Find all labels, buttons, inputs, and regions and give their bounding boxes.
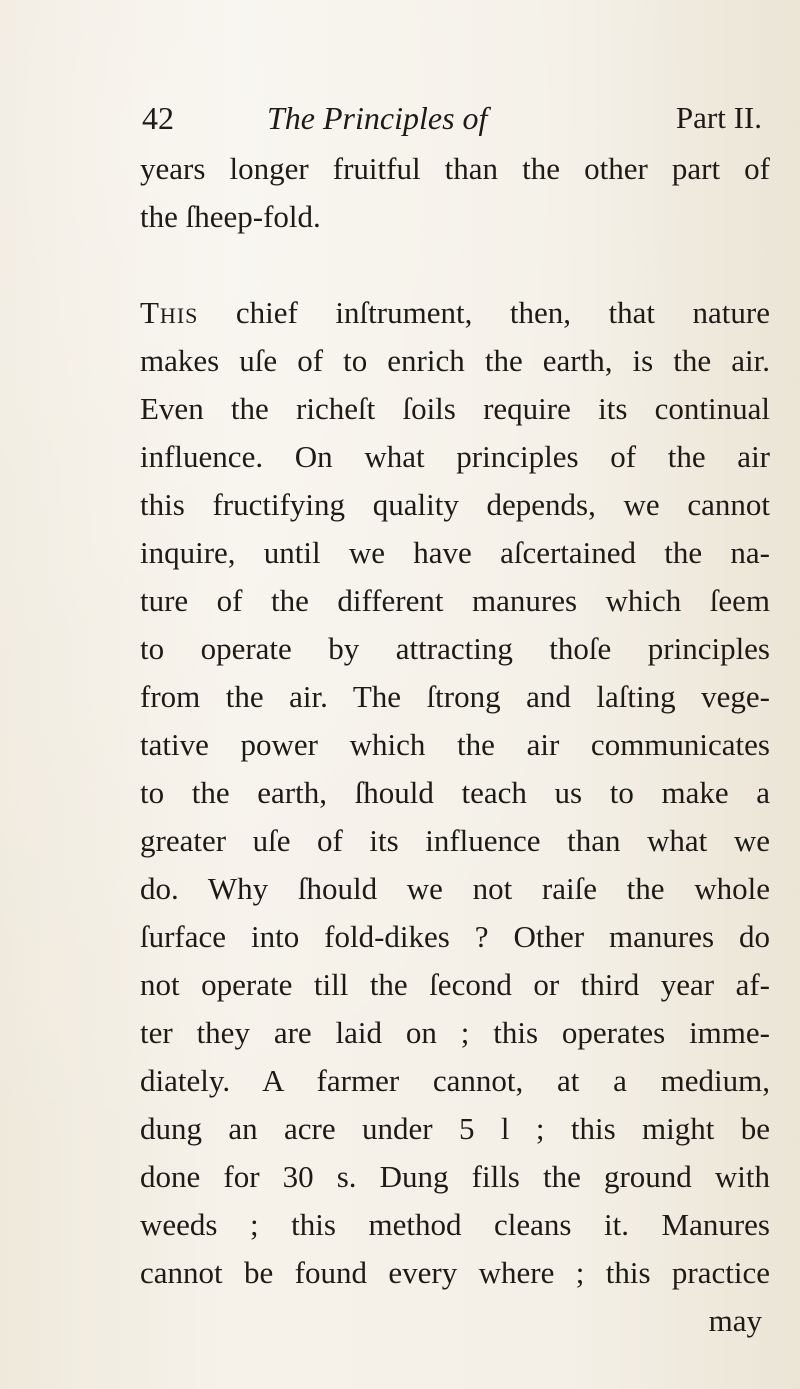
text-line: ture of the different manures which ſeem [140, 583, 770, 618]
text-line: influence. On what principles of the air [140, 439, 770, 474]
running-head [142, 100, 762, 150]
part-label: Part II. [675, 100, 762, 135]
opening-word: This [140, 295, 199, 330]
text-line: inquire, until we have aſcertained the na- [140, 535, 770, 570]
body-text [140, 145, 770, 1345]
text-line: not operate till the ſecond or third year af- [140, 967, 770, 1002]
catchword: may [708, 1303, 762, 1338]
text-line: to the earth, ſhould teach us to make a [140, 775, 770, 810]
text-line: ſurface into fold-dikes ? Other manures do [140, 919, 770, 954]
text-line: weeds ; this method cleans it. Manures [140, 1207, 770, 1242]
text-line: do. Why ſhould we not raiſe the whole [140, 871, 770, 906]
text-line: ter they are laid on ; this operates imme- [140, 1015, 770, 1050]
text-line: greater uſe of its influence than what we [140, 823, 770, 858]
text-line: this fructifying quality depends, we cannot [140, 487, 770, 522]
text-line: tative power which the air communicates [140, 727, 770, 762]
paragraph-gap [140, 241, 770, 289]
text-line: diately. A farmer cannot, at a medium, [140, 1063, 770, 1098]
text-line: dung an acre under 5 l ; this might be [140, 1111, 770, 1146]
paragraph-opening-line [140, 289, 770, 337]
text-line: cannot be found every where ; this practice [140, 1255, 770, 1290]
text-line: Even the richeſt ſoils require its continual [140, 391, 770, 426]
opening-line-text: chief inſtrument, then, that nature [198, 295, 770, 330]
text-line: years longer fruitful than the other part of [140, 151, 770, 186]
page-number: 42 [142, 100, 174, 136]
text-line: the ſheep-fold. [140, 199, 321, 234]
text-line: from the air. The ſtrong and laſting vege- [140, 679, 770, 714]
text-line: makes uſe of to enrich the earth, is the air. [140, 343, 770, 378]
running-title: The Principles of [267, 100, 488, 136]
text-line: done for 30 s. Dung fills the ground with [140, 1159, 770, 1194]
text-line: to operate by attracting thoſe principles [140, 631, 770, 666]
